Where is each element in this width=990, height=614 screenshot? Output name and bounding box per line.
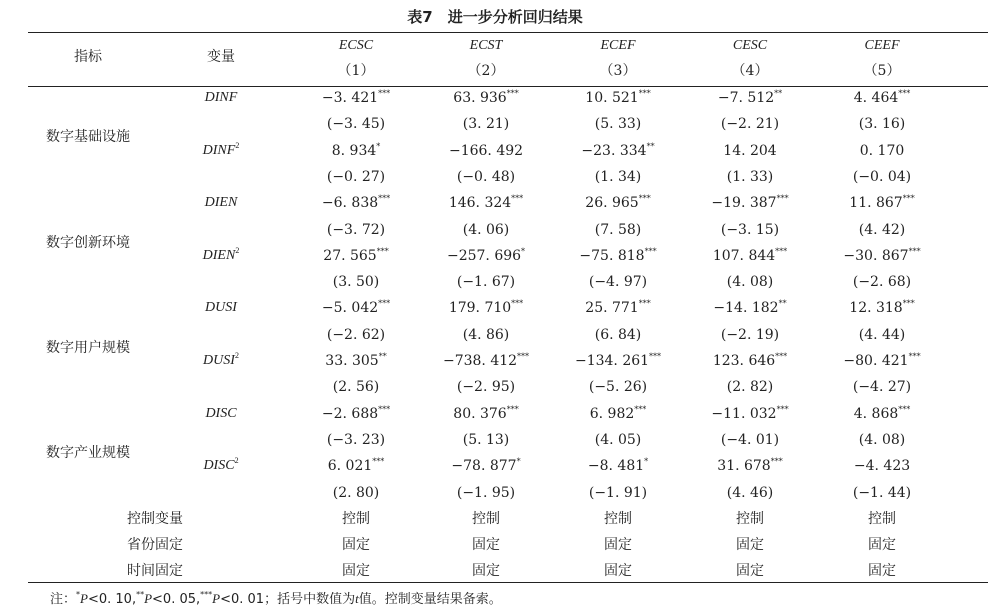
- cell-value: (2. 82): [726, 379, 774, 396]
- table-cell: [327, 431, 385, 449]
- top-rule: [28, 32, 988, 33]
- control-value: 固定: [868, 537, 896, 554]
- cell-value: 0. 170: [859, 142, 905, 159]
- significance-stars: ***: [638, 89, 651, 98]
- cell-value: (4. 08): [726, 274, 774, 291]
- table-cell: [585, 194, 650, 212]
- cell-value: (−1. 91): [588, 484, 648, 501]
- table-cell: [860, 142, 905, 160]
- cell-value: (2. 80): [332, 484, 380, 501]
- cell-value: −3. 421: [321, 90, 379, 106]
- cell-value: −75. 818: [579, 247, 645, 264]
- note-text-1: <0. 10,: [87, 592, 137, 607]
- cell-value: (−0. 04): [852, 168, 912, 185]
- variable-label: [205, 194, 238, 212]
- significance-stars: **: [378, 352, 387, 361]
- column-name: ECST: [469, 38, 503, 53]
- table-cell: [333, 484, 380, 502]
- cell-value: (−0. 48): [456, 168, 516, 185]
- table-cell: [854, 405, 911, 423]
- table-cell: [463, 221, 510, 239]
- cell-value: 6. 982: [589, 405, 635, 422]
- table-cell: [727, 168, 774, 186]
- table-cell: [457, 273, 515, 291]
- table-cell: [595, 431, 642, 449]
- significance-stars: *: [516, 457, 521, 467]
- variable-base: DINF: [202, 142, 236, 158]
- variable-label: [205, 89, 238, 107]
- table-cell: [581, 142, 654, 160]
- table-cell: [849, 194, 914, 212]
- cell-value: 25. 771: [585, 300, 639, 317]
- cell-value: −5. 042: [321, 300, 379, 317]
- cell-value: (3. 16): [858, 116, 906, 133]
- table-cell: [447, 247, 525, 265]
- table-cell: [859, 326, 906, 344]
- column-number: （3）: [599, 63, 637, 79]
- note-sig-3: ***: [200, 590, 213, 599]
- table-cell: [453, 89, 518, 107]
- variable-label: [203, 457, 238, 475]
- control-value: 控制: [736, 510, 764, 527]
- variable-base: DISC: [203, 458, 235, 474]
- table-cell: [854, 457, 910, 475]
- group-label: 数字用户规模: [46, 339, 130, 356]
- table-cell: [595, 326, 642, 344]
- variable-label: [205, 299, 237, 317]
- table-cell: [457, 378, 515, 396]
- control-value: 固定: [472, 537, 500, 554]
- cell-value: (4. 44): [858, 326, 906, 343]
- table-cell: [713, 299, 786, 317]
- significance-stars: **: [646, 141, 655, 151]
- variable-label: [203, 352, 239, 370]
- significance-stars: ***: [378, 299, 391, 309]
- note-p-1: P: [80, 591, 88, 606]
- table-cell: [327, 168, 385, 186]
- cell-value: 63. 936: [453, 90, 507, 106]
- variable-power: 2: [234, 456, 239, 466]
- table-cell: [457, 168, 515, 186]
- table-cell: [449, 194, 523, 212]
- cell-value: −6. 838: [321, 195, 379, 212]
- cell-value: (−1. 44): [852, 484, 912, 501]
- cell-value: 12. 318: [849, 300, 903, 317]
- note-text-2: <0. 05,: [152, 592, 201, 607]
- cell-value: (7. 58): [594, 221, 642, 238]
- cell-value: (5. 33): [594, 116, 642, 133]
- cell-value: 146. 324: [448, 195, 512, 212]
- control-value: 固定: [604, 563, 632, 580]
- table-cell: [589, 378, 647, 396]
- variable-power: 2: [235, 140, 240, 150]
- header-rule: [28, 86, 988, 87]
- header-variable: 变量: [207, 49, 235, 65]
- note-prefix: 注：: [50, 592, 77, 607]
- significance-stars: ***: [908, 246, 921, 256]
- table-cell: [859, 431, 906, 449]
- table-cell: [588, 457, 648, 475]
- table-cell: [713, 247, 787, 265]
- header-indicator: 指标: [74, 49, 102, 65]
- cell-value: (−2. 68): [852, 274, 912, 291]
- table-cell: [849, 299, 914, 317]
- control-value: 固定: [736, 563, 764, 580]
- table-cell: [585, 299, 650, 317]
- note-text-4: 值。控制变量结果备索。: [358, 592, 502, 607]
- significance-stars: *: [521, 246, 526, 256]
- cell-value: (5. 13): [462, 431, 510, 448]
- cell-value: (−2. 95): [456, 379, 516, 396]
- cell-value: (3. 50): [332, 274, 380, 291]
- table-cell: [843, 352, 920, 370]
- note-sig-2: **: [136, 590, 145, 599]
- significance-stars: ***: [511, 299, 524, 309]
- table-cell: [727, 273, 774, 291]
- cell-value: −2. 688: [321, 405, 379, 422]
- column-name: ECSC: [338, 38, 374, 53]
- significance-stars: ***: [378, 404, 391, 414]
- column-name: ECEF: [600, 38, 636, 53]
- table-cell: [859, 221, 906, 239]
- cell-value: (−3. 72): [326, 221, 386, 238]
- cell-value: (4. 05): [594, 431, 642, 448]
- significance-stars: *: [644, 457, 649, 467]
- group-label: 数字创新环境: [46, 234, 130, 251]
- table-title: 表7 进一步分析回归结果: [407, 8, 583, 26]
- table-cell: [451, 457, 520, 475]
- variable-power: 2: [234, 351, 239, 360]
- table-cell: [575, 352, 661, 370]
- control-value: 固定: [736, 537, 764, 554]
- variable-base: DUSI: [203, 353, 235, 368]
- table-cell: [322, 299, 390, 317]
- cell-value: 14. 204: [723, 142, 777, 159]
- cell-value: (−1. 95): [456, 484, 516, 501]
- cell-value: 33. 305: [325, 353, 379, 369]
- table-cell: [443, 352, 529, 370]
- table-cell: [721, 221, 779, 239]
- significance-stars: *: [376, 141, 381, 151]
- bottom-rule: [28, 582, 988, 583]
- cell-value: (4. 08): [858, 431, 906, 448]
- cell-value: (−1. 67): [456, 274, 516, 291]
- variable-label: [203, 247, 240, 265]
- cell-value: (−4. 27): [852, 379, 912, 396]
- table-cell: [327, 221, 385, 239]
- significance-stars: ***: [902, 194, 915, 204]
- variable-base: DIEN: [204, 195, 238, 211]
- variable-base: DINF: [204, 90, 238, 105]
- significance-stars: ***: [506, 89, 519, 98]
- significance-stars: ***: [649, 352, 662, 361]
- table-cell: [590, 405, 647, 423]
- note-p-2: P: [144, 591, 153, 606]
- table-cell: [585, 89, 650, 107]
- cell-value: (−3. 23): [326, 431, 386, 448]
- significance-stars: ***: [638, 194, 651, 204]
- cell-value: (−0. 27): [326, 168, 386, 185]
- cell-value: −14. 182: [713, 300, 779, 317]
- significance-stars: ***: [378, 194, 391, 204]
- table-cell: [322, 194, 390, 212]
- table-cell: [713, 352, 787, 370]
- significance-stars: **: [778, 299, 787, 309]
- note-sig-1: *: [76, 590, 81, 599]
- cell-value: 80. 376: [453, 405, 507, 422]
- significance-stars: ***: [776, 404, 789, 414]
- cell-value: 179. 710: [448, 300, 512, 317]
- cell-value: −19. 387: [711, 195, 777, 212]
- cell-value: (−4. 01): [720, 431, 780, 448]
- cell-value: 6. 021: [327, 458, 373, 475]
- significance-stars: ***: [634, 404, 647, 414]
- note-text-3: <0. 01；括号中数值为: [220, 592, 356, 607]
- table-cell: [727, 378, 774, 396]
- significance-stars: ***: [898, 89, 911, 98]
- cell-value: (−3. 45): [326, 116, 386, 133]
- cell-value: (4. 86): [462, 326, 510, 343]
- cell-value: (−3. 15): [720, 221, 780, 238]
- control-value: 控制: [472, 510, 500, 527]
- significance-stars: ***: [776, 194, 789, 204]
- note-t: t: [355, 591, 359, 606]
- cell-value: (1. 33): [726, 168, 774, 185]
- column-number: （1）: [337, 63, 375, 79]
- cell-value: (4. 42): [858, 221, 906, 238]
- table-cell: [717, 457, 782, 475]
- cell-value: (−2. 19): [720, 326, 780, 343]
- variable-power: 2: [235, 245, 240, 255]
- variable-label: [203, 142, 240, 160]
- table-cell: [333, 378, 380, 396]
- table-cell: [595, 115, 642, 133]
- cell-value: −134. 261: [574, 353, 650, 369]
- table-cell: [323, 247, 388, 265]
- table-cell: [711, 194, 788, 212]
- cell-value: −257. 696: [446, 247, 522, 264]
- table-cell: [453, 405, 518, 423]
- table-cell: [327, 326, 385, 344]
- variable-base: DISC: [205, 405, 237, 421]
- column-number: （4）: [731, 63, 769, 79]
- significance-stars: **: [774, 89, 783, 98]
- significance-stars: ***: [770, 457, 783, 467]
- cell-value: (2. 56): [332, 379, 380, 396]
- cell-value: 4. 868: [853, 405, 899, 422]
- note-p-3: P: [212, 591, 221, 606]
- table-cell: [333, 273, 380, 291]
- table-cell: [322, 89, 390, 107]
- cell-value: −80. 421: [843, 353, 909, 369]
- table-note: [50, 588, 502, 607]
- control-value: 控制: [868, 510, 896, 527]
- column-number: （5）: [863, 63, 901, 79]
- cell-value: −23. 334: [581, 142, 647, 159]
- table-cell: [463, 115, 510, 133]
- control-value: 固定: [868, 563, 896, 580]
- table-cell: [721, 115, 779, 133]
- cell-value: −166. 492: [448, 142, 524, 159]
- table-cell: [449, 142, 523, 160]
- table-cell: [721, 431, 779, 449]
- table-cell: [859, 115, 906, 133]
- table-cell: [328, 457, 385, 475]
- cell-value: 107. 844: [712, 247, 776, 264]
- cell-value: 8. 934: [331, 142, 377, 159]
- cell-value: 123. 646: [712, 353, 776, 369]
- cell-value: −738. 412: [442, 353, 518, 369]
- cell-value: 11. 867: [849, 195, 903, 212]
- cell-value: (−5. 26): [588, 379, 648, 396]
- significance-stars: ***: [511, 194, 524, 204]
- table-cell: [721, 326, 779, 344]
- significance-stars: ***: [775, 246, 788, 256]
- table-cell: [853, 484, 911, 502]
- cell-value: 26. 965: [585, 195, 639, 212]
- table-cell: [332, 142, 381, 160]
- control-label: 控制变量: [127, 510, 183, 527]
- significance-stars: ***: [644, 246, 657, 256]
- control-value: 固定: [342, 537, 370, 554]
- significance-stars: ***: [898, 404, 911, 414]
- cell-value: (−2. 62): [326, 326, 386, 343]
- table-cell: [449, 299, 523, 317]
- table-cell: [589, 273, 647, 291]
- column-name: CEEF: [864, 38, 900, 53]
- table-cell: [327, 115, 385, 133]
- cell-value: −7. 512: [717, 90, 775, 106]
- control-label: 时间固定: [127, 563, 183, 580]
- table-cell: [723, 142, 776, 160]
- cell-value: −78. 877: [451, 458, 517, 475]
- significance-stars: ***: [376, 246, 389, 256]
- cell-value: −4. 423: [853, 458, 911, 475]
- cell-value: (4. 06): [462, 221, 510, 238]
- significance-stars: ***: [372, 457, 385, 467]
- table-cell: [718, 89, 782, 107]
- table-cell: [463, 431, 510, 449]
- cell-value: (1. 34): [594, 168, 642, 185]
- table-cell: [589, 484, 647, 502]
- table-cell: [854, 89, 911, 107]
- control-value: 控制: [342, 510, 370, 527]
- significance-stars: ***: [506, 404, 519, 414]
- group-label: 数字产业规模: [46, 445, 130, 462]
- cell-value: 10. 521: [585, 90, 639, 106]
- table-cell: [579, 247, 656, 265]
- table-cell: [853, 168, 911, 186]
- control-value: 固定: [472, 563, 500, 580]
- table-cell: [595, 221, 642, 239]
- table-cell: [711, 405, 788, 423]
- control-label: 省份固定: [127, 537, 183, 554]
- significance-stars: ***: [775, 352, 788, 361]
- cell-value: 4. 464: [853, 90, 899, 106]
- significance-stars: ***: [378, 89, 391, 98]
- cell-value: −30. 867: [843, 247, 909, 264]
- table-cell: [325, 352, 386, 370]
- variable-label: [205, 405, 236, 423]
- significance-stars: ***: [638, 299, 651, 309]
- control-value: 固定: [604, 537, 632, 554]
- control-value: 固定: [342, 563, 370, 580]
- table-cell: [853, 273, 911, 291]
- significance-stars: ***: [908, 352, 921, 361]
- table-cell: [322, 405, 390, 423]
- cell-value: (3. 21): [462, 116, 510, 133]
- cell-value: (−4. 97): [588, 274, 648, 291]
- table-cell: [463, 326, 510, 344]
- table-cell: [843, 247, 920, 265]
- cell-value: (6. 84): [594, 326, 642, 343]
- column-number: （2）: [467, 63, 505, 79]
- group-label: 数字基础设施: [46, 129, 130, 146]
- column-name: CESC: [732, 38, 768, 53]
- variable-base: DUSI: [205, 300, 237, 316]
- table-cell: [727, 484, 774, 502]
- significance-stars: ***: [517, 352, 530, 361]
- cell-value: (4. 46): [726, 484, 774, 501]
- cell-value: 31. 678: [717, 458, 771, 475]
- cell-value: (−2. 21): [720, 116, 780, 133]
- variable-base: DIEN: [202, 247, 236, 263]
- control-value: 控制: [604, 510, 632, 527]
- table-cell: [595, 168, 642, 186]
- table-cell: [853, 378, 911, 396]
- significance-stars: ***: [902, 299, 915, 309]
- table-cell: [457, 484, 515, 502]
- cell-value: 27. 565: [323, 247, 377, 264]
- cell-value: −8. 481: [587, 458, 645, 475]
- cell-value: −11. 032: [711, 405, 777, 422]
